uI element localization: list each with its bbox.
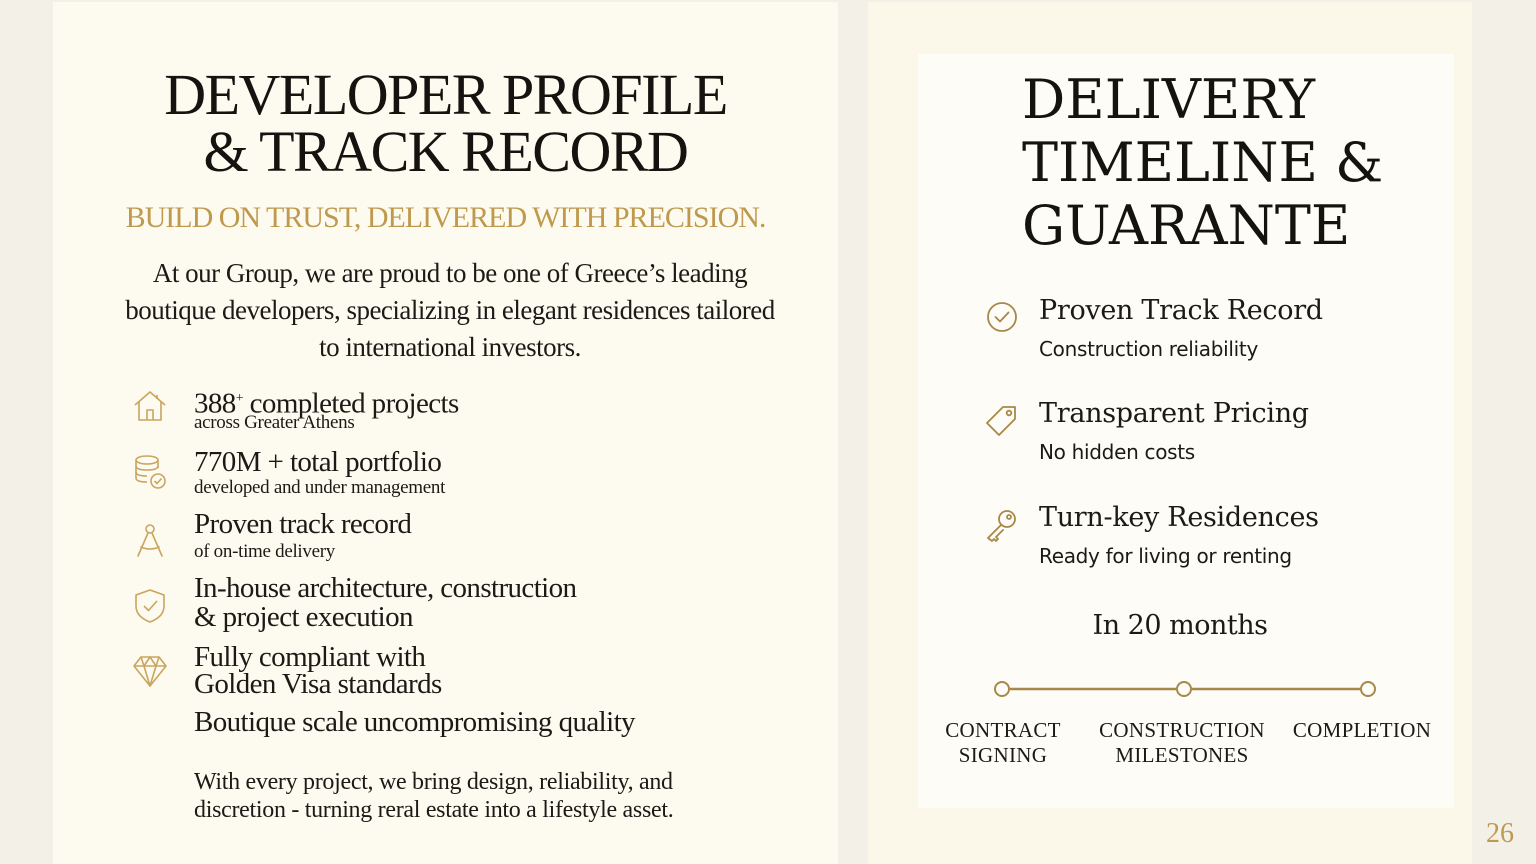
- key-icon: [984, 506, 1020, 542]
- bullet-title: Transparent Pricing: [1039, 398, 1309, 429]
- bullet-subtitle: Ready for living or renting: [1039, 544, 1292, 568]
- compass-icon: [130, 520, 170, 560]
- bullet-title: Turn-key Residences: [1039, 502, 1319, 533]
- milestone-completion: COMPLETION: [1292, 718, 1432, 742]
- delivery-duration: In 20 months: [1092, 610, 1268, 641]
- timeline-node-contract: [995, 682, 1009, 696]
- title-line-1: DELIVERY: [1022, 68, 1315, 131]
- check-circle-icon: [984, 299, 1020, 335]
- feature-main-text: 770M + total portfolio: [194, 446, 442, 478]
- closing-paragraph: With every project, we bring design, reliability, and discretion - turning reral estate into a lifestyle asset.: [194, 769, 674, 823]
- title-line-3: GUARANTE: [1022, 194, 1351, 257]
- feature-sub-text: developed and under management: [194, 477, 446, 498]
- timeline-node-construction: [1177, 682, 1191, 696]
- bullet-title: Proven Track Record: [1039, 295, 1323, 326]
- shield-check-icon: [130, 586, 170, 626]
- feature-main-text: 388+ completed projects: [194, 387, 459, 420]
- bullet-subtitle: No hidden costs: [1039, 440, 1195, 464]
- timeline-node-completion: [1361, 682, 1375, 696]
- delivery-timeline-title: [1022, 68, 1422, 257]
- feature-main-text: Proven track record: [194, 508, 412, 540]
- feature-main-text: In-house architecture, construction: [194, 572, 577, 604]
- feature-sub-text: of on-time delivery: [194, 541, 335, 562]
- title-line-2: & TRACK RECORD: [203, 119, 688, 184]
- feature-main-text: Fully compliant with: [194, 641, 426, 673]
- title-line-2: TIMELINE &: [1022, 131, 1384, 194]
- intro-paragraph: At our Group, we are proud to be one of Greece’s leading boutique developers, specializing in elegant residences tailored to international investors.: [125, 258, 775, 362]
- feature-main-text-2: & project execution: [194, 601, 413, 633]
- feature-sub-text: across Greater Athens: [194, 412, 355, 433]
- page-number: 26: [1486, 818, 1514, 849]
- title-line-1: DEVELOPER PROFILE: [164, 62, 727, 127]
- tagline: BUILD ON TRUST, DELIVERED WITH PRECISION.: [125, 201, 766, 234]
- house-icon: [130, 386, 170, 426]
- coins-check-icon: [130, 452, 170, 492]
- feature-main-text-2: Golden Visa standards: [194, 668, 442, 700]
- boutique-scale-line: Boutique scale uncompromising quality: [194, 706, 635, 738]
- milestone-construction: CONSTRUCTION MILESTONES: [1099, 718, 1265, 767]
- bullet-subtitle: Construction reliability: [1039, 337, 1259, 361]
- price-tag-icon: [984, 402, 1020, 438]
- diamond-icon: [130, 652, 170, 692]
- delivery-timeline: [994, 679, 1378, 699]
- milestone-contract-signing: CONTRACT SIGNING: [945, 718, 1061, 767]
- developer-profile-title: [53, 62, 838, 184]
